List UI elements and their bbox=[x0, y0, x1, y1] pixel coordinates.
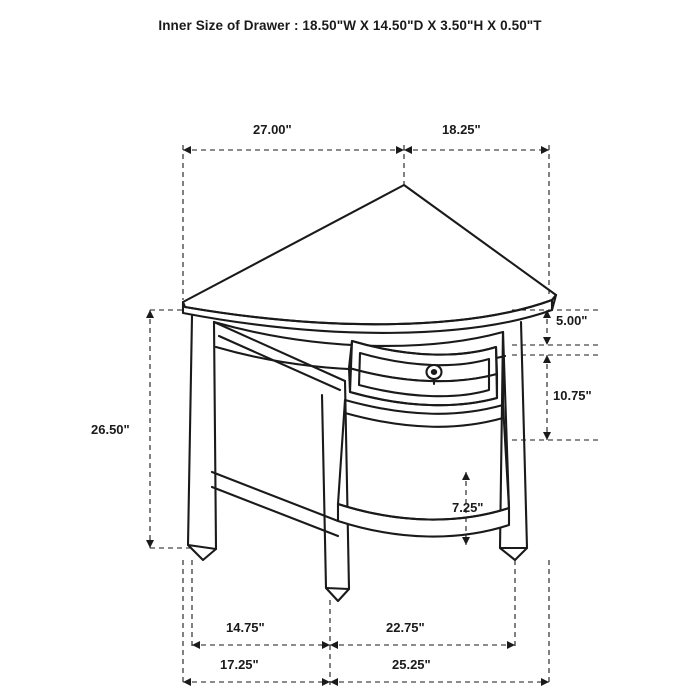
dim-label-shelf-to-floor: 7.25" bbox=[452, 500, 484, 515]
dim-label-drawer-top-gap: 5.00" bbox=[556, 313, 588, 328]
dim-label-outer-front-width: 25.25" bbox=[392, 657, 431, 672]
dim-label-top-width-front: 27.00" bbox=[253, 122, 292, 137]
dim-label-base-side-depth: 14.75" bbox=[226, 620, 265, 635]
page-title: Inner Size of Drawer : 18.50"W X 14.50"D X 3.50"H X 0.50"T bbox=[158, 18, 542, 33]
dim-label-base-front-width: 22.75" bbox=[386, 620, 425, 635]
dim-label-top-depth-side: 18.25" bbox=[442, 122, 481, 137]
dim-label-outer-side-depth: 17.25" bbox=[220, 657, 259, 672]
dim-label-overall-height: 26.50" bbox=[91, 422, 130, 437]
dim-label-drawer-to-shelf: 10.75" bbox=[553, 388, 592, 403]
